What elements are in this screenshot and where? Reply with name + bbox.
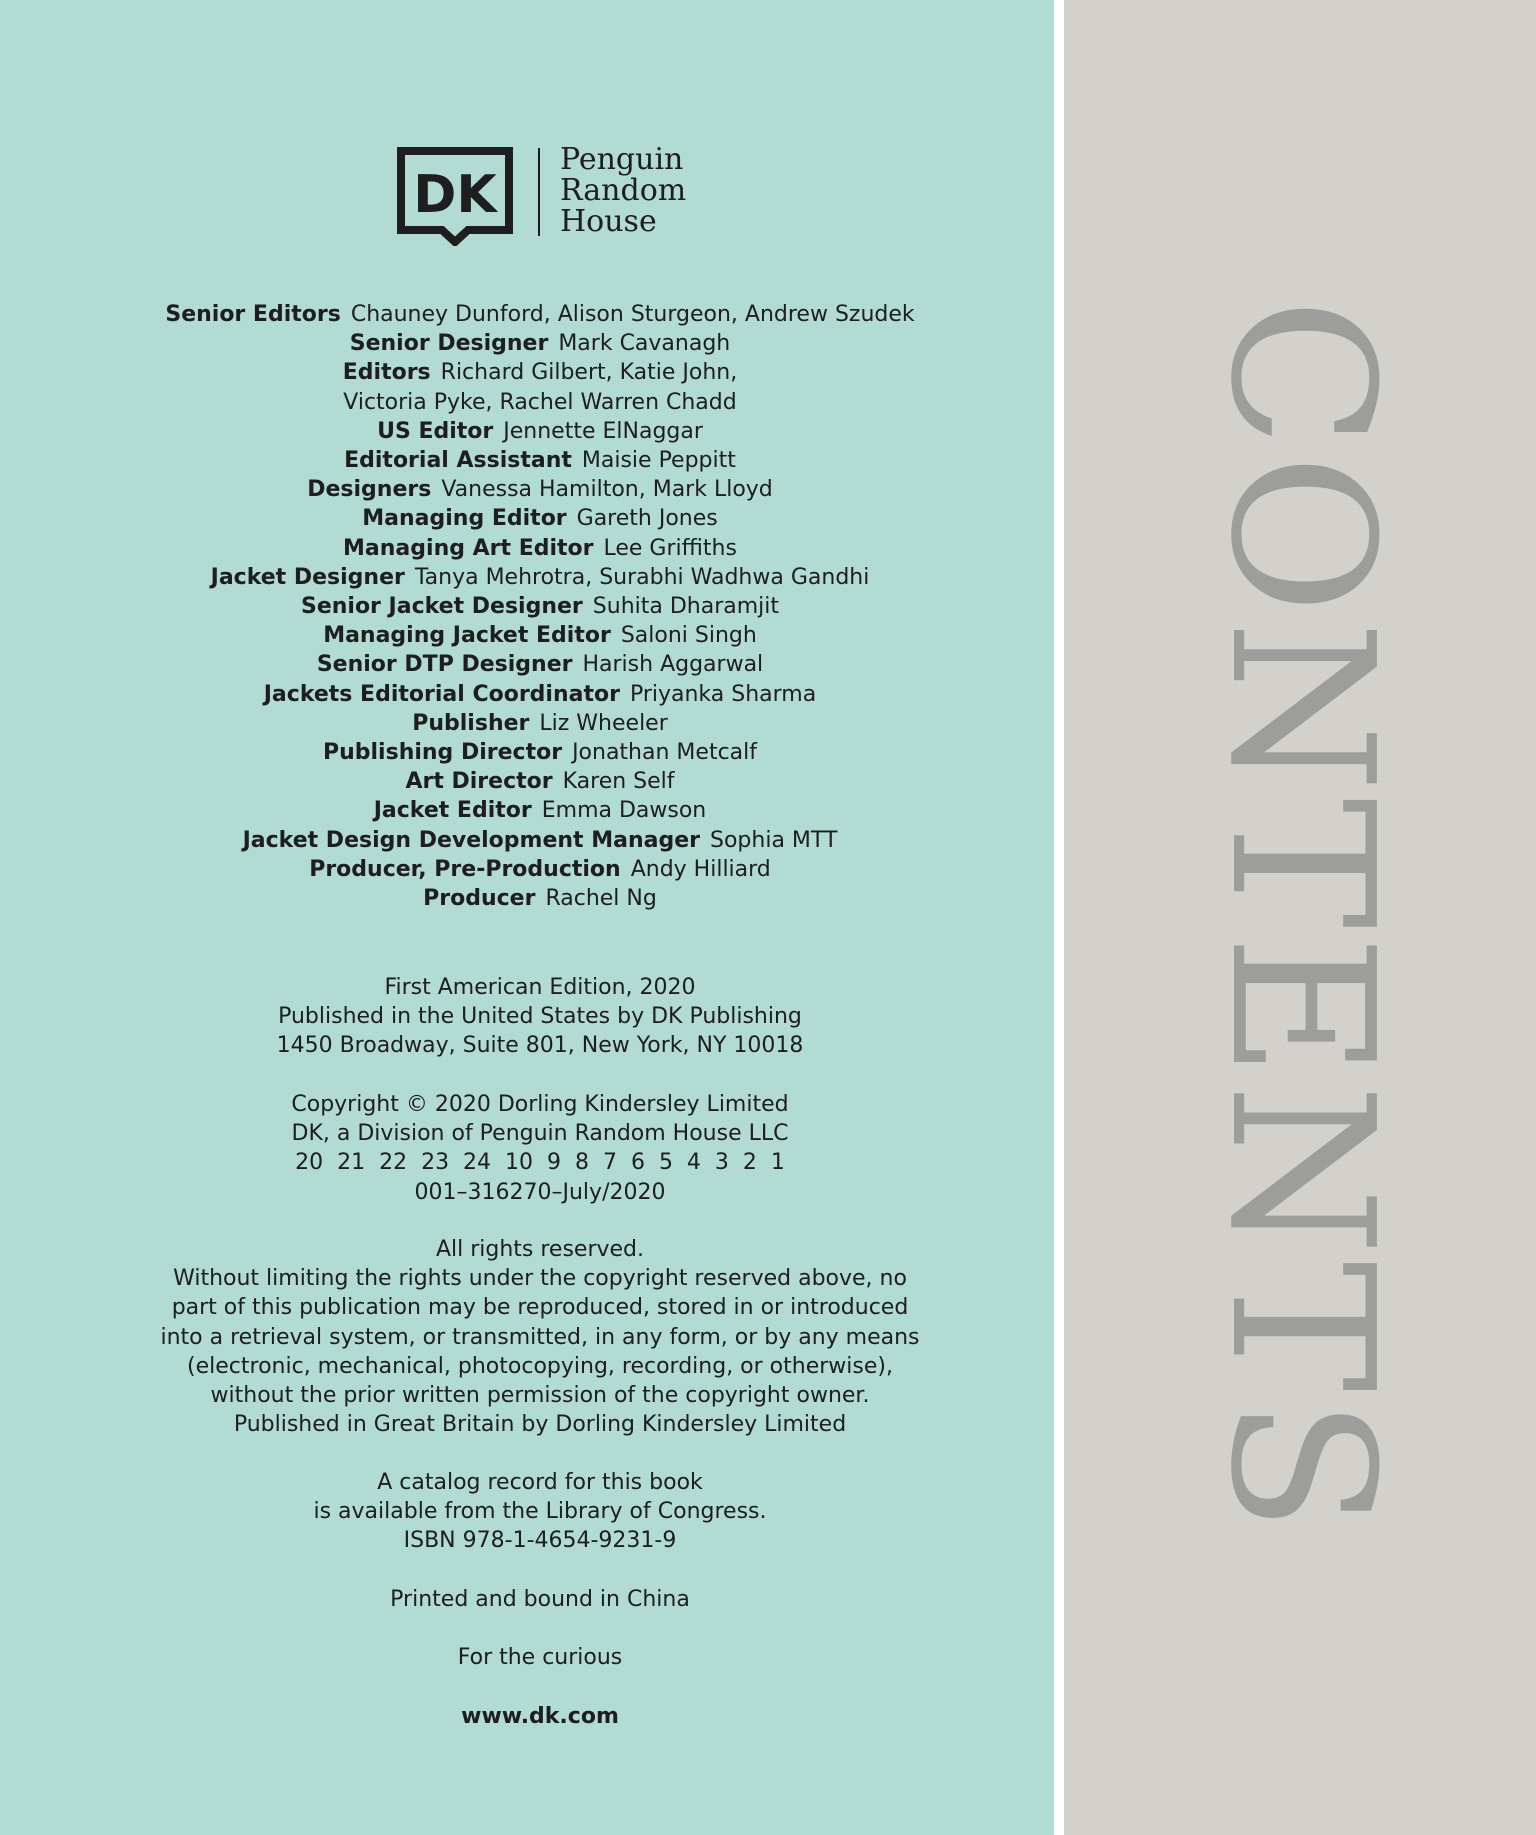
credit-role: Jacket Design Development Manager <box>242 827 700 853</box>
credit-names: Karen Self <box>562 769 675 795</box>
website-link[interactable]: www.dk.com <box>461 1704 619 1729</box>
copyright-block <box>130 1090 950 1207</box>
credit-names: Liz Wheeler <box>539 710 668 736</box>
credit-names: Gareth Jones <box>576 506 718 532</box>
credit-line <box>130 446 950 475</box>
credit-names: Harish Aggarwal <box>582 652 764 678</box>
credit-role: Senior Jacket Designer <box>300 594 583 620</box>
credit-names: Emma Dawson <box>541 798 707 824</box>
credit-line <box>130 884 950 913</box>
credit-names: Jennette ElNaggar <box>503 418 703 444</box>
copyright-line: 001–316270–July/2020 <box>414 1179 666 1205</box>
credit-line <box>130 358 950 387</box>
credit-role: US Editor <box>377 418 494 444</box>
credit-role: Publisher <box>412 710 530 736</box>
credit-line <box>130 767 950 796</box>
catalog-line: A catalog record for this book <box>377 1470 703 1495</box>
isbn: ISBN 978-1-4654-9231-9 <box>403 1528 677 1554</box>
credit-line <box>130 738 950 767</box>
credit-line <box>130 475 950 504</box>
rights-line: Published in Great Britain by Dorling Kindersley Limited <box>233 1412 847 1438</box>
credit-line <box>130 300 950 329</box>
page-gutter <box>1054 0 1064 1835</box>
logo-mark-text: DK <box>413 165 497 225</box>
credit-line <box>130 504 950 533</box>
credit-line <box>130 796 950 825</box>
dk-penguin-random-house-logo <box>396 142 696 246</box>
credit-role: Designers <box>307 477 432 503</box>
credit-names: Priyanka Sharma <box>629 681 817 707</box>
credit-role: Managing Jacket Editor <box>323 623 611 649</box>
credit-names: Suhita Dharamjit <box>592 594 780 620</box>
wordmark-line: Penguin <box>560 142 684 177</box>
credit-names: Lee Griffiths <box>603 535 737 561</box>
printing-line-numbers: 20 21 22 23 24 10 9 8 7 6 5 4 3 2 1 <box>295 1150 785 1176</box>
credit-line-continued <box>130 388 950 417</box>
copyright-line: Copyright © 2020 Dorling Kindersley Limited <box>291 1092 789 1117</box>
wordmark-line: House <box>560 204 657 239</box>
credit-names: Saloni Singh <box>620 623 757 649</box>
credit-role: Jackets Editorial Coordinator <box>263 681 620 707</box>
credit-names: Sophia MTT <box>710 827 838 853</box>
rights-line: part of this publication may be reproduced, stored in or introduced <box>171 1295 909 1321</box>
credits-list <box>130 300 950 913</box>
credit-names: Chauney Dunford, Alison Sturgeon, Andrew Szudek <box>350 302 915 327</box>
rights-line: without the prior written permission of the copyright owner. <box>210 1383 870 1409</box>
credit-role: Editorial Assistant <box>344 448 572 474</box>
tagline: For the curious <box>457 1645 623 1670</box>
credit-line <box>130 826 950 855</box>
edition-block <box>130 973 950 1061</box>
contents-vertical-title: CONTENTS <box>1187 297 1415 1539</box>
credit-names: Victoria Pyke, Rachel Warren Chadd <box>343 389 737 415</box>
credit-line <box>130 563 950 592</box>
credit-line <box>130 417 950 446</box>
catalog-block <box>130 1468 950 1556</box>
credit-role: Managing Art Editor <box>343 535 594 561</box>
rights-block <box>130 1235 950 1439</box>
credit-names: Maisie Peppitt <box>581 448 736 474</box>
printed-block <box>130 1585 950 1614</box>
tagline-block <box>130 1643 950 1672</box>
credit-names: Tanya Mehrotra, Surabhi Wadhwa Gandhi <box>414 564 870 590</box>
rights-line: Without limiting the rights under the copyright reserved above, no <box>173 1266 907 1292</box>
credit-role: Producer <box>423 886 536 912</box>
credit-role: Senior Designer <box>349 331 549 357</box>
credit-line <box>130 650 950 679</box>
credit-role: Jacket Editor <box>373 798 532 824</box>
credit-names: Jonathan Metcalf <box>572 740 757 766</box>
credit-line <box>130 592 950 621</box>
credit-line <box>130 329 950 358</box>
copyright-line: DK, a Division of Penguin Random House LLC <box>291 1121 789 1147</box>
rights-line: (electronic, mechanical, photocopying, recording, or otherwise), <box>187 1353 893 1379</box>
credit-line <box>130 680 950 709</box>
credit-role: Jacket Designer <box>210 564 405 590</box>
edition-line: First American Edition, 2020 <box>384 975 696 1000</box>
credit-role: Publishing Director <box>322 740 563 766</box>
edition-line: Published in the United States by DK Publishing <box>278 1004 802 1030</box>
credit-names: Mark Cavanagh <box>558 331 731 357</box>
credit-role: Art Director <box>405 769 553 795</box>
catalog-line: is available from the Library of Congress. <box>313 1499 767 1525</box>
logo-divider <box>538 148 540 236</box>
penguin-random-house-wordmark <box>560 144 686 237</box>
credit-role: Senior DTP Designer <box>316 652 573 678</box>
rights-line: All rights reserved. <box>435 1237 645 1262</box>
credit-role: Editors <box>342 360 431 386</box>
credit-line <box>130 855 950 884</box>
website-block <box>130 1702 950 1731</box>
credit-names: Richard Gilbert, Katie John, <box>440 360 738 386</box>
credit-line <box>130 709 950 738</box>
edition-line: 1450 Broadway, Suite 801, New York, NY 10018 <box>276 1033 804 1059</box>
credit-names: Rachel Ng <box>545 886 657 912</box>
credit-line <box>130 534 950 563</box>
credit-names: Vanessa Hamilton, Mark Lloyd <box>441 477 773 503</box>
credit-role: Senior Editors <box>165 302 341 327</box>
printed-line: Printed and bound in China <box>390 1587 690 1612</box>
rights-line: into a retrieval system, or transmitted, in any form, or by any means <box>160 1324 920 1350</box>
credit-line <box>130 621 950 650</box>
dk-book-logo-icon <box>396 146 514 246</box>
credit-names: Andy Hilliard <box>630 856 771 882</box>
wordmark-line: Random <box>560 173 687 208</box>
credit-role: Producer, Pre-Production <box>309 856 621 882</box>
credit-role: Managing Editor <box>362 506 567 532</box>
